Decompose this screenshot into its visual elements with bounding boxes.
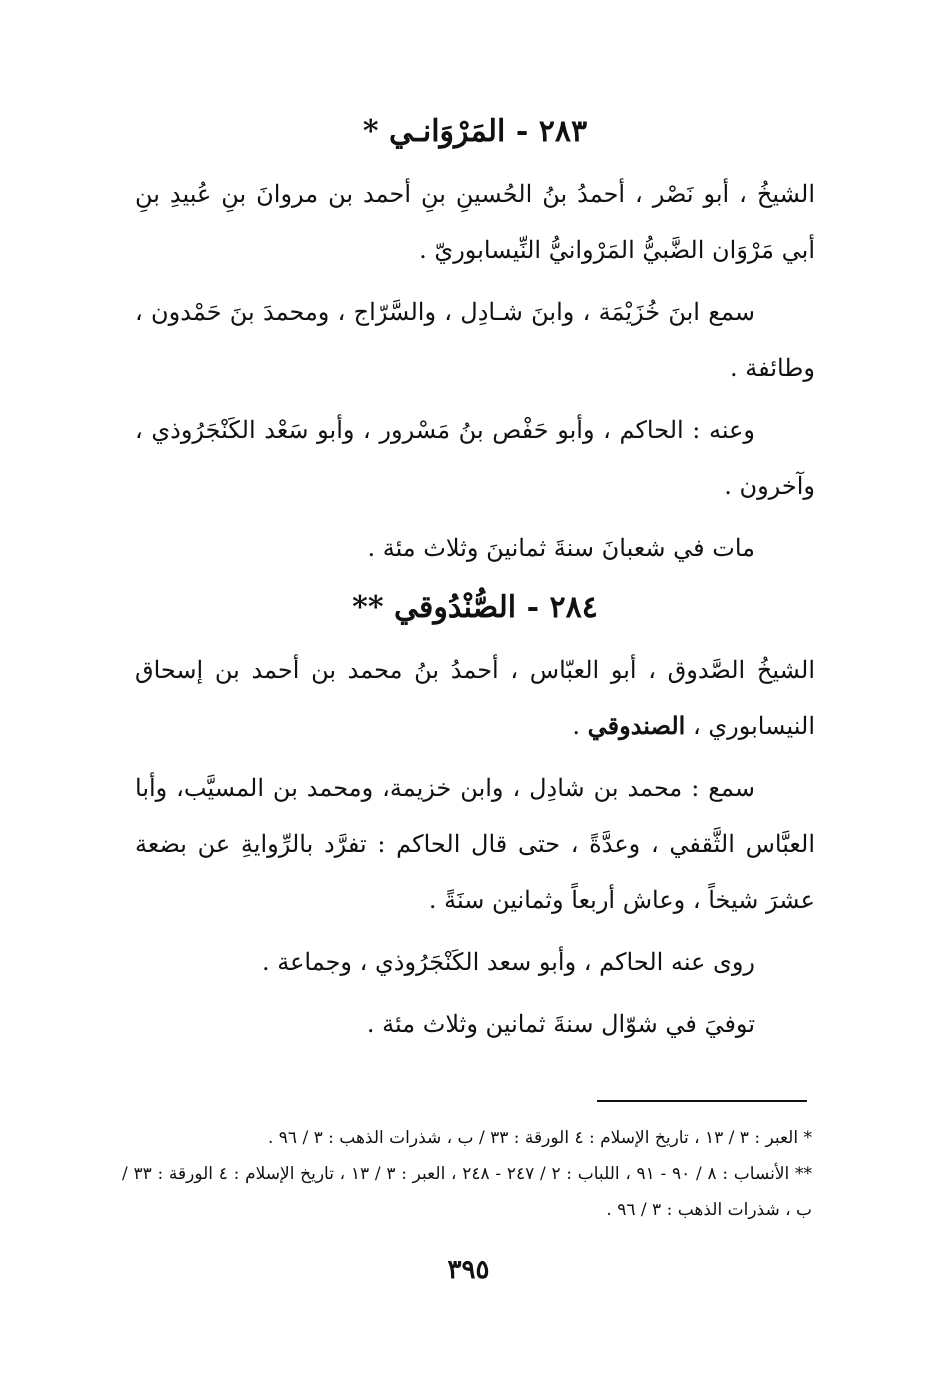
page-body — [135, 100, 815, 1058]
title-separator: - — [516, 590, 550, 625]
entry-284 — [135, 586, 815, 1052]
entry-nisba: الصندوقي — [587, 711, 686, 740]
entry-heard: سمع : محمد بن شادِل ، وابن خزيمة، ومحمد بن المسيَّب، وأبا العبَّاس الثَّقفي ، وعدَّةً ، حتى قال الحاكم : تفرَّد بالرِّوايةِ عن بضعة عشرَ شيخاً ، وعاش أربعاً وثمانين سنَةً . — [135, 774, 815, 914]
title-separator: - — [505, 114, 539, 149]
entry-intro-end: . — [572, 712, 588, 740]
footnote-mark: * — [362, 114, 390, 149]
entry-title — [135, 110, 815, 154]
footnote-1: * العبر : ٣ / ١٣ ، تاريخ الإسلام : ٤ الورقة : ٣٣ / ب ، شذرات الذهب : ٣ / ٩٦ . — [267, 1128, 812, 1148]
entry-number: ٢٨٤ — [549, 590, 598, 625]
entry-number: ٢٨٣ — [538, 114, 588, 149]
entry-intro — [135, 642, 815, 754]
page-number: ٣٩٥ — [447, 1255, 490, 1285]
entry-title — [135, 586, 815, 630]
footnote-2: ** الأنساب : ٨ / ٩٠ - ٩١ ، اللباب : ٢ / ٢٤٧ - ٢٤٨ ، العبر : ٣ / ١٣ ، تاريخ الإسلام : ٤ الورقة : ٣٣ / ب ، شذرات الذهب : ٣ / ٩٦ . — [122, 1164, 812, 1220]
entry-intro: الشيخُ ، أبو نَصْر ، أحمدُ بنُ الحُسينِ بنِ أحمد بن مروانَ بنِ عُبيدِ بنِ أبي مَرْوَان الضَّبيُّ المَرْوانيُّ النِّيسابوريّ . — [135, 180, 815, 264]
entry-death: توفيَ في شوّال سنةَ ثمانين وثلاث مئة . — [366, 1010, 755, 1038]
entry-death: مات في شعبانَ سنةَ ثمانينَ وثلاث مئة . — [367, 534, 755, 562]
entry-narrators: وعنه : الحاكم ، وأبو حَفْص بنُ مَسْرور ، وأبو سَعْد الكَنْجَرُوذي ، وآخرون . — [135, 416, 815, 500]
footnote-divider — [597, 1100, 807, 1102]
footnotes — [122, 1120, 812, 1228]
entry-heard: سمع ابنَ خُزَيْمَة ، وابنَ شـادِل ، والسَّرّاج ، ومحمدَ بنَ حَمْدون ، وطائفة . — [135, 298, 815, 382]
footnote-mark: ** — [352, 590, 394, 625]
entry-name: الصُّنْدُوقي — [394, 590, 517, 625]
entry-283 — [135, 110, 815, 576]
entry-intro-text: الشيخُ الصَّدوق ، أبو العبّاس ، أحمدُ بنُ محمد بن أحمد بن إسحاق النيسابوري ، — [135, 656, 815, 740]
entry-narrators: روى عنه الحاكم ، وأبو سعد الكَنْجَرُوذي ، وجماعة . — [261, 948, 755, 976]
entry-name: المَرْوَانـي — [389, 114, 506, 149]
